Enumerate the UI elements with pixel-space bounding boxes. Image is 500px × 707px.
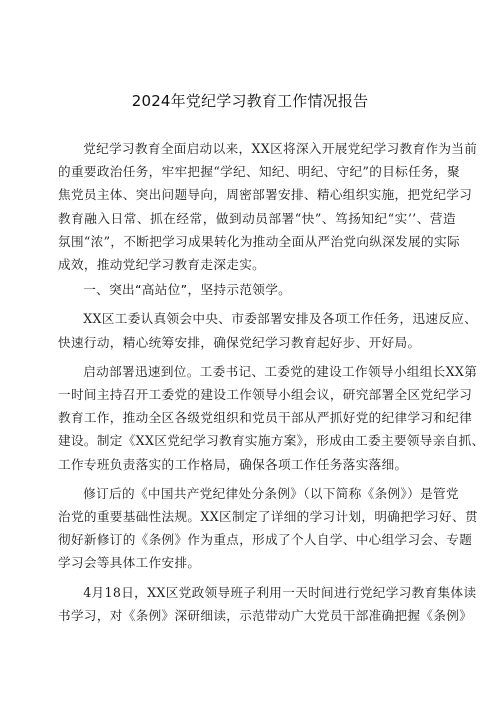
text-line: 治党的重要基础性法规。XX区制定了详细的学习计划，明确把学习好、贯 xyxy=(58,509,478,525)
text-line: 建设。制定《XX区党纪学习教育实施方案》，形成由工委主要领导亲自抓、 xyxy=(58,433,485,449)
text-line: 焦党员主体、突出问题导向，周密部署安排、精心组织实施，把党纪学习 xyxy=(58,187,473,203)
paragraph-intro xyxy=(58,137,478,276)
text-line: 彻好新修订的《条例》作为重点，形成了个人自学、中心组学习会、专题 xyxy=(58,532,473,548)
paragraph-deployment xyxy=(58,360,485,476)
text-line: XX区工委认真领会中央、市委部署安排及各项工作任务，迅速反应、 xyxy=(83,311,478,327)
paragraph-regulations xyxy=(58,482,478,575)
text-line: 党纪学习教育全面启动以来，XX区将深入开展党纪学习教育作为当前 xyxy=(83,141,478,156)
text-line: 学习会等具体工作安排。 xyxy=(58,555,201,571)
text-line: 书学习，对《条例》深研细读，示范带动广大党员干部准确把握《条例》 xyxy=(58,607,473,623)
text-line: 一时间主持召开工委党的建设工作领导小组会议，研究部署全区党纪学习 xyxy=(58,387,473,403)
text-line: 工作专班负责落实的工作格局，确保各项工作任务落实落细。 xyxy=(58,456,408,472)
paragraph-study-session xyxy=(58,581,477,627)
text-line: 成效，推动党纪学习教育走深走实。 xyxy=(58,257,266,273)
text-line: 教育融入日常、抓在经常，做到动员部署“快”、笃扬知纪“实’’、营造 xyxy=(58,210,456,226)
text-line: 启动部署迅速到位。工委书记、工委党的建设工作领导小组组长XX第 xyxy=(83,363,478,379)
document-title: 2024年党纪学习教育工作情况报告 xyxy=(131,92,369,110)
text-line: 的重要政治任务，牢牢把握“学纪、知纪、明纪、守纪”的目标任务，聚 xyxy=(58,164,460,180)
paragraph-response xyxy=(58,307,478,353)
text-line: 快速行动，精心统筹安排，确保党纪学习教育起好步、开好局。 xyxy=(58,334,421,350)
text-line: 氛围“浓”，不断把学习成果转化为推动全面从严治党向纵深发展的实际 xyxy=(58,233,460,249)
document-body xyxy=(58,137,485,627)
text-line: 4月18日，XX区党政领导班子利用一天时间进行党纪学习教育集体读 xyxy=(83,584,477,600)
text-line: 修订后的《中国共产党纪律处分条例》（以下简称《条例》）是管党 xyxy=(83,485,459,501)
text-line: 教育工作，推动全区各级党组织和党员干部从严抓好党的纪律学习和纪律 xyxy=(58,410,473,426)
section-heading: 一、突出“高站位”，坚持示范领学。 xyxy=(83,282,292,298)
